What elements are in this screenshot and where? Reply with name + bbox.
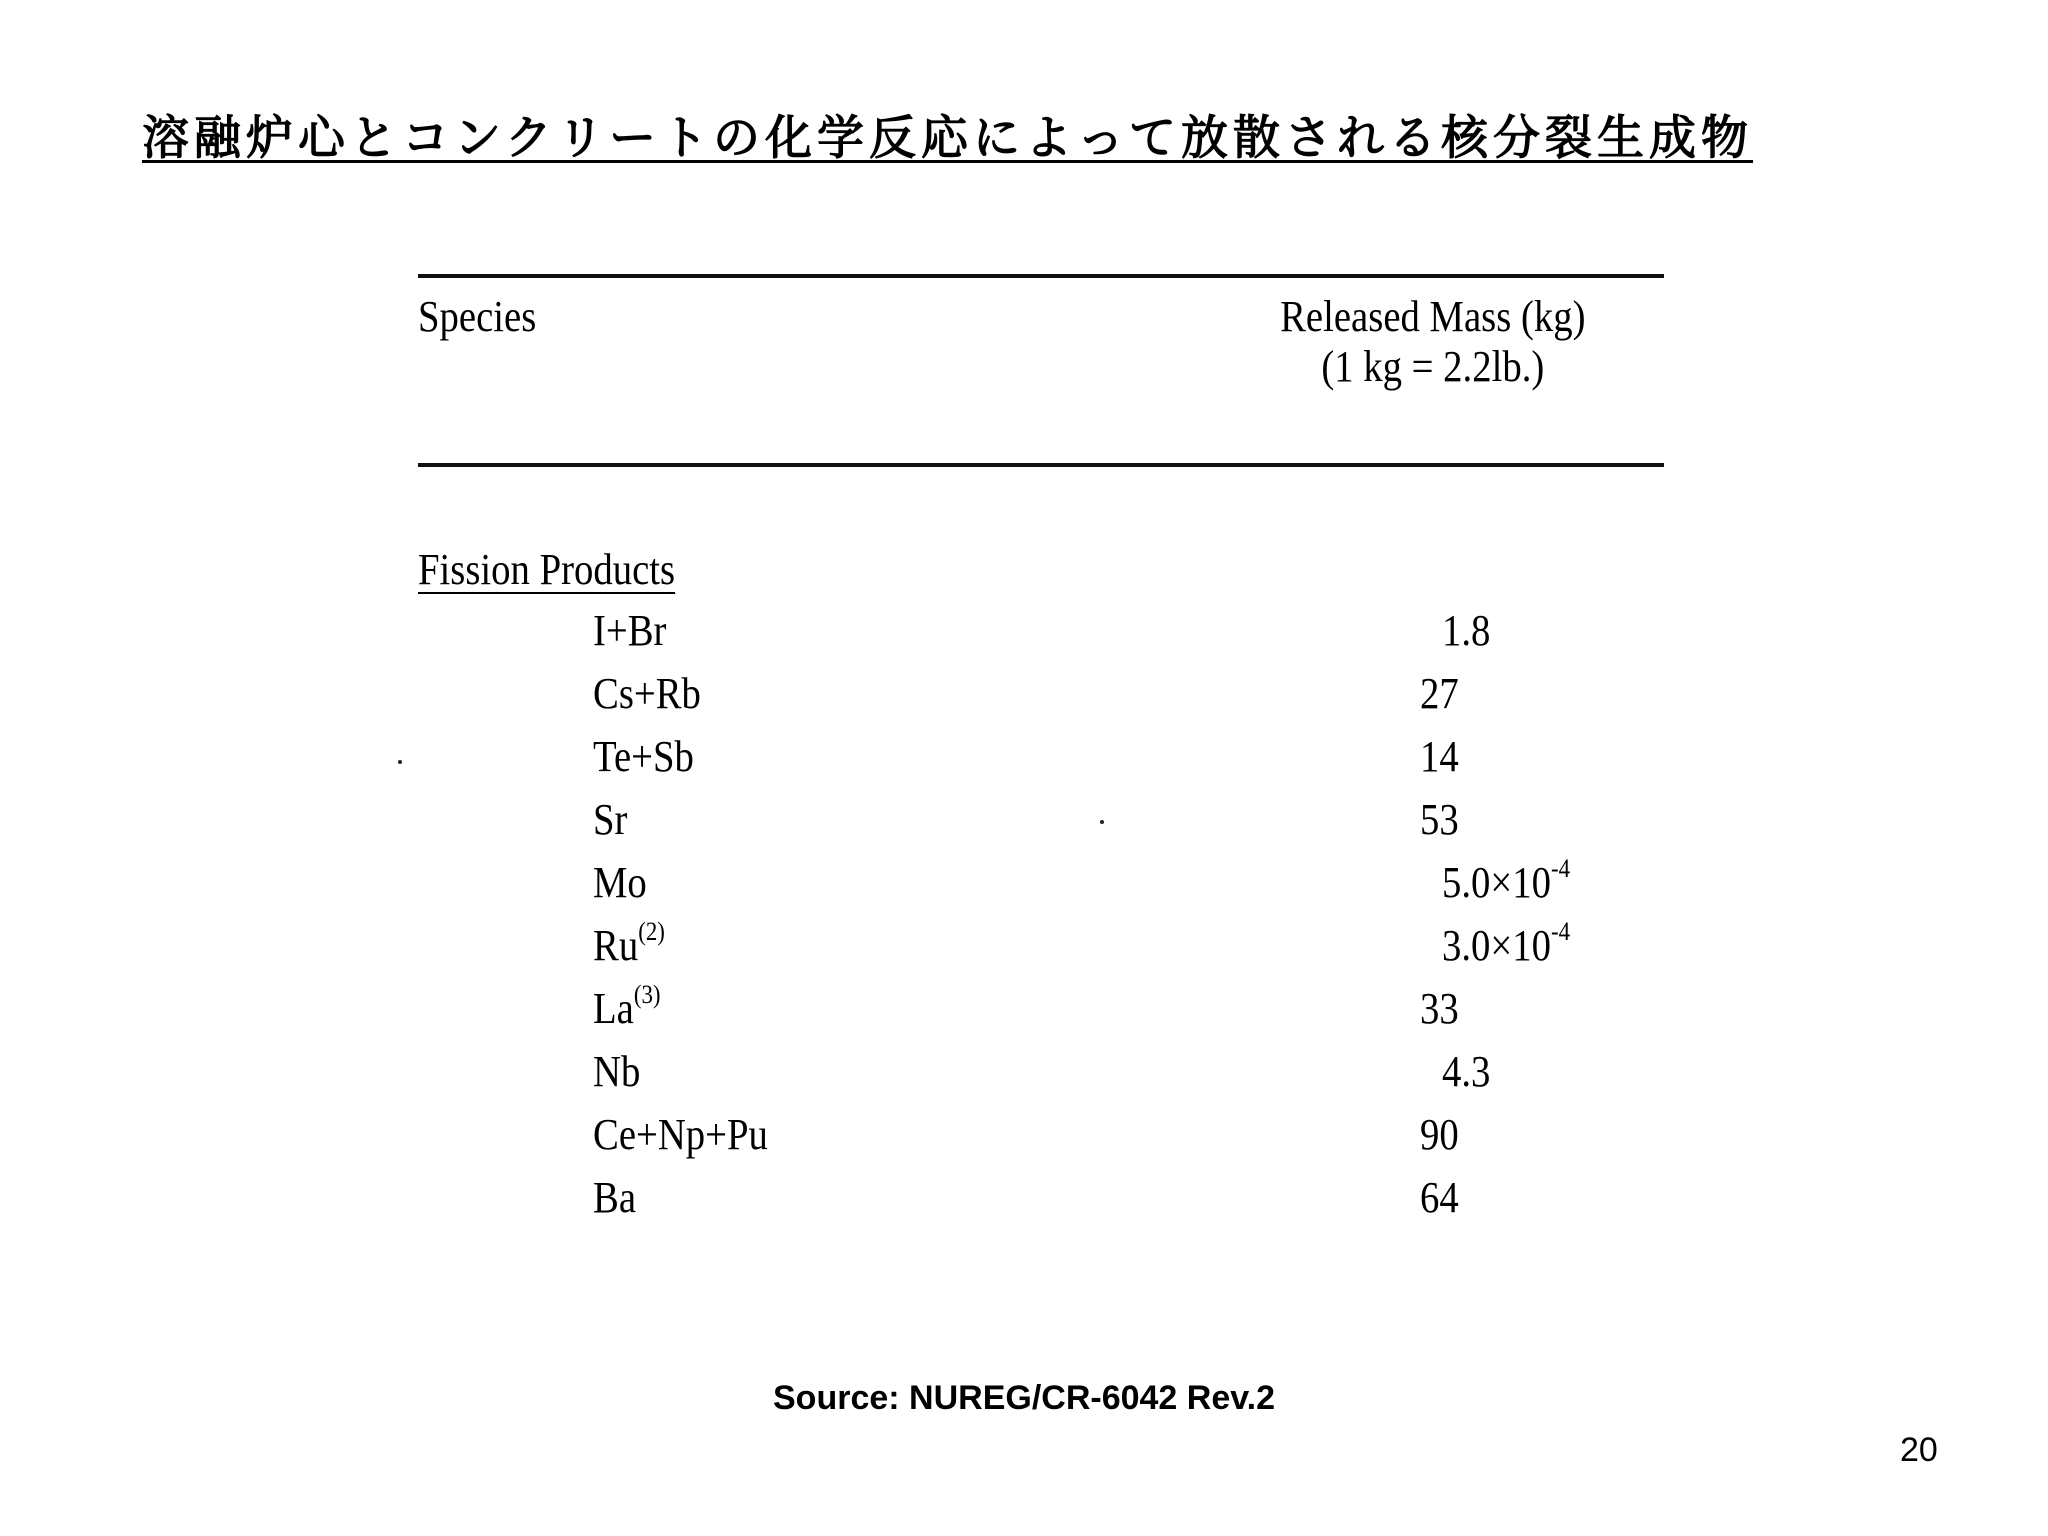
- mass-cell: 64: [1420, 1173, 1459, 1222]
- header-released-mass: [1248, 292, 1618, 392]
- mass-cell: 90: [1420, 1110, 1459, 1159]
- species-cell: Mo: [593, 858, 647, 907]
- slide-title: 溶融炉心とコンクリートの化学反応によって放散される核分裂生成物: [142, 111, 1754, 166]
- scan-speck: [1100, 820, 1104, 824]
- species-cell: Ba: [593, 1173, 637, 1222]
- table-row: [0, 795, 2048, 858]
- header-mass-line2: (1 kg = 2.2lb.): [1321, 342, 1545, 391]
- header-mass-line1: Released Mass (kg): [1280, 292, 1586, 341]
- species-cell: Nb: [593, 1047, 641, 1096]
- mass-cell: 4.3: [1442, 1047, 1491, 1096]
- table-row: [0, 1110, 2048, 1173]
- species-cell: I+Br: [593, 606, 667, 655]
- mass-cell: $3.0\times 10^{-4}$: [1442, 917, 1571, 970]
- mass-cell: 27: [1420, 669, 1459, 718]
- table-row: [0, 732, 2048, 795]
- mass-cell: $5.0\times 10^{-4}$: [1442, 854, 1571, 907]
- scan-speck: [398, 760, 402, 764]
- mass-cell: 53: [1420, 795, 1459, 844]
- header-species: Species: [418, 292, 537, 341]
- mass-cell: 1.8: [1442, 606, 1491, 655]
- table-row: [0, 1173, 2048, 1236]
- species-cell: Ru$^{(2)}$: [593, 917, 665, 970]
- table-row: [0, 980, 2048, 1047]
- species-cell: La$^{(3)}$: [593, 980, 661, 1033]
- mass-cell: 33: [1420, 984, 1459, 1033]
- mass-cell: 14: [1420, 732, 1459, 781]
- table-row: [0, 917, 2048, 984]
- table-row: [0, 854, 2048, 921]
- species-cell: Cs+Rb: [593, 669, 701, 718]
- table-row: [0, 1047, 2048, 1110]
- species-cell: Sr: [593, 795, 628, 844]
- table-row: [0, 669, 2048, 732]
- section-heading-fission-products: Fission Products: [418, 545, 676, 594]
- table-row: [0, 606, 2048, 669]
- species-cell: Te+Sb: [593, 732, 694, 781]
- table-header-rule: [418, 463, 1664, 467]
- source-citation: Source: NUREG/CR-6042 Rev.2: [773, 1379, 1275, 1417]
- table-top-rule: [418, 274, 1664, 278]
- page-number: 20: [1900, 1431, 1938, 1469]
- species-cell: Ce+Np+Pu: [593, 1110, 768, 1159]
